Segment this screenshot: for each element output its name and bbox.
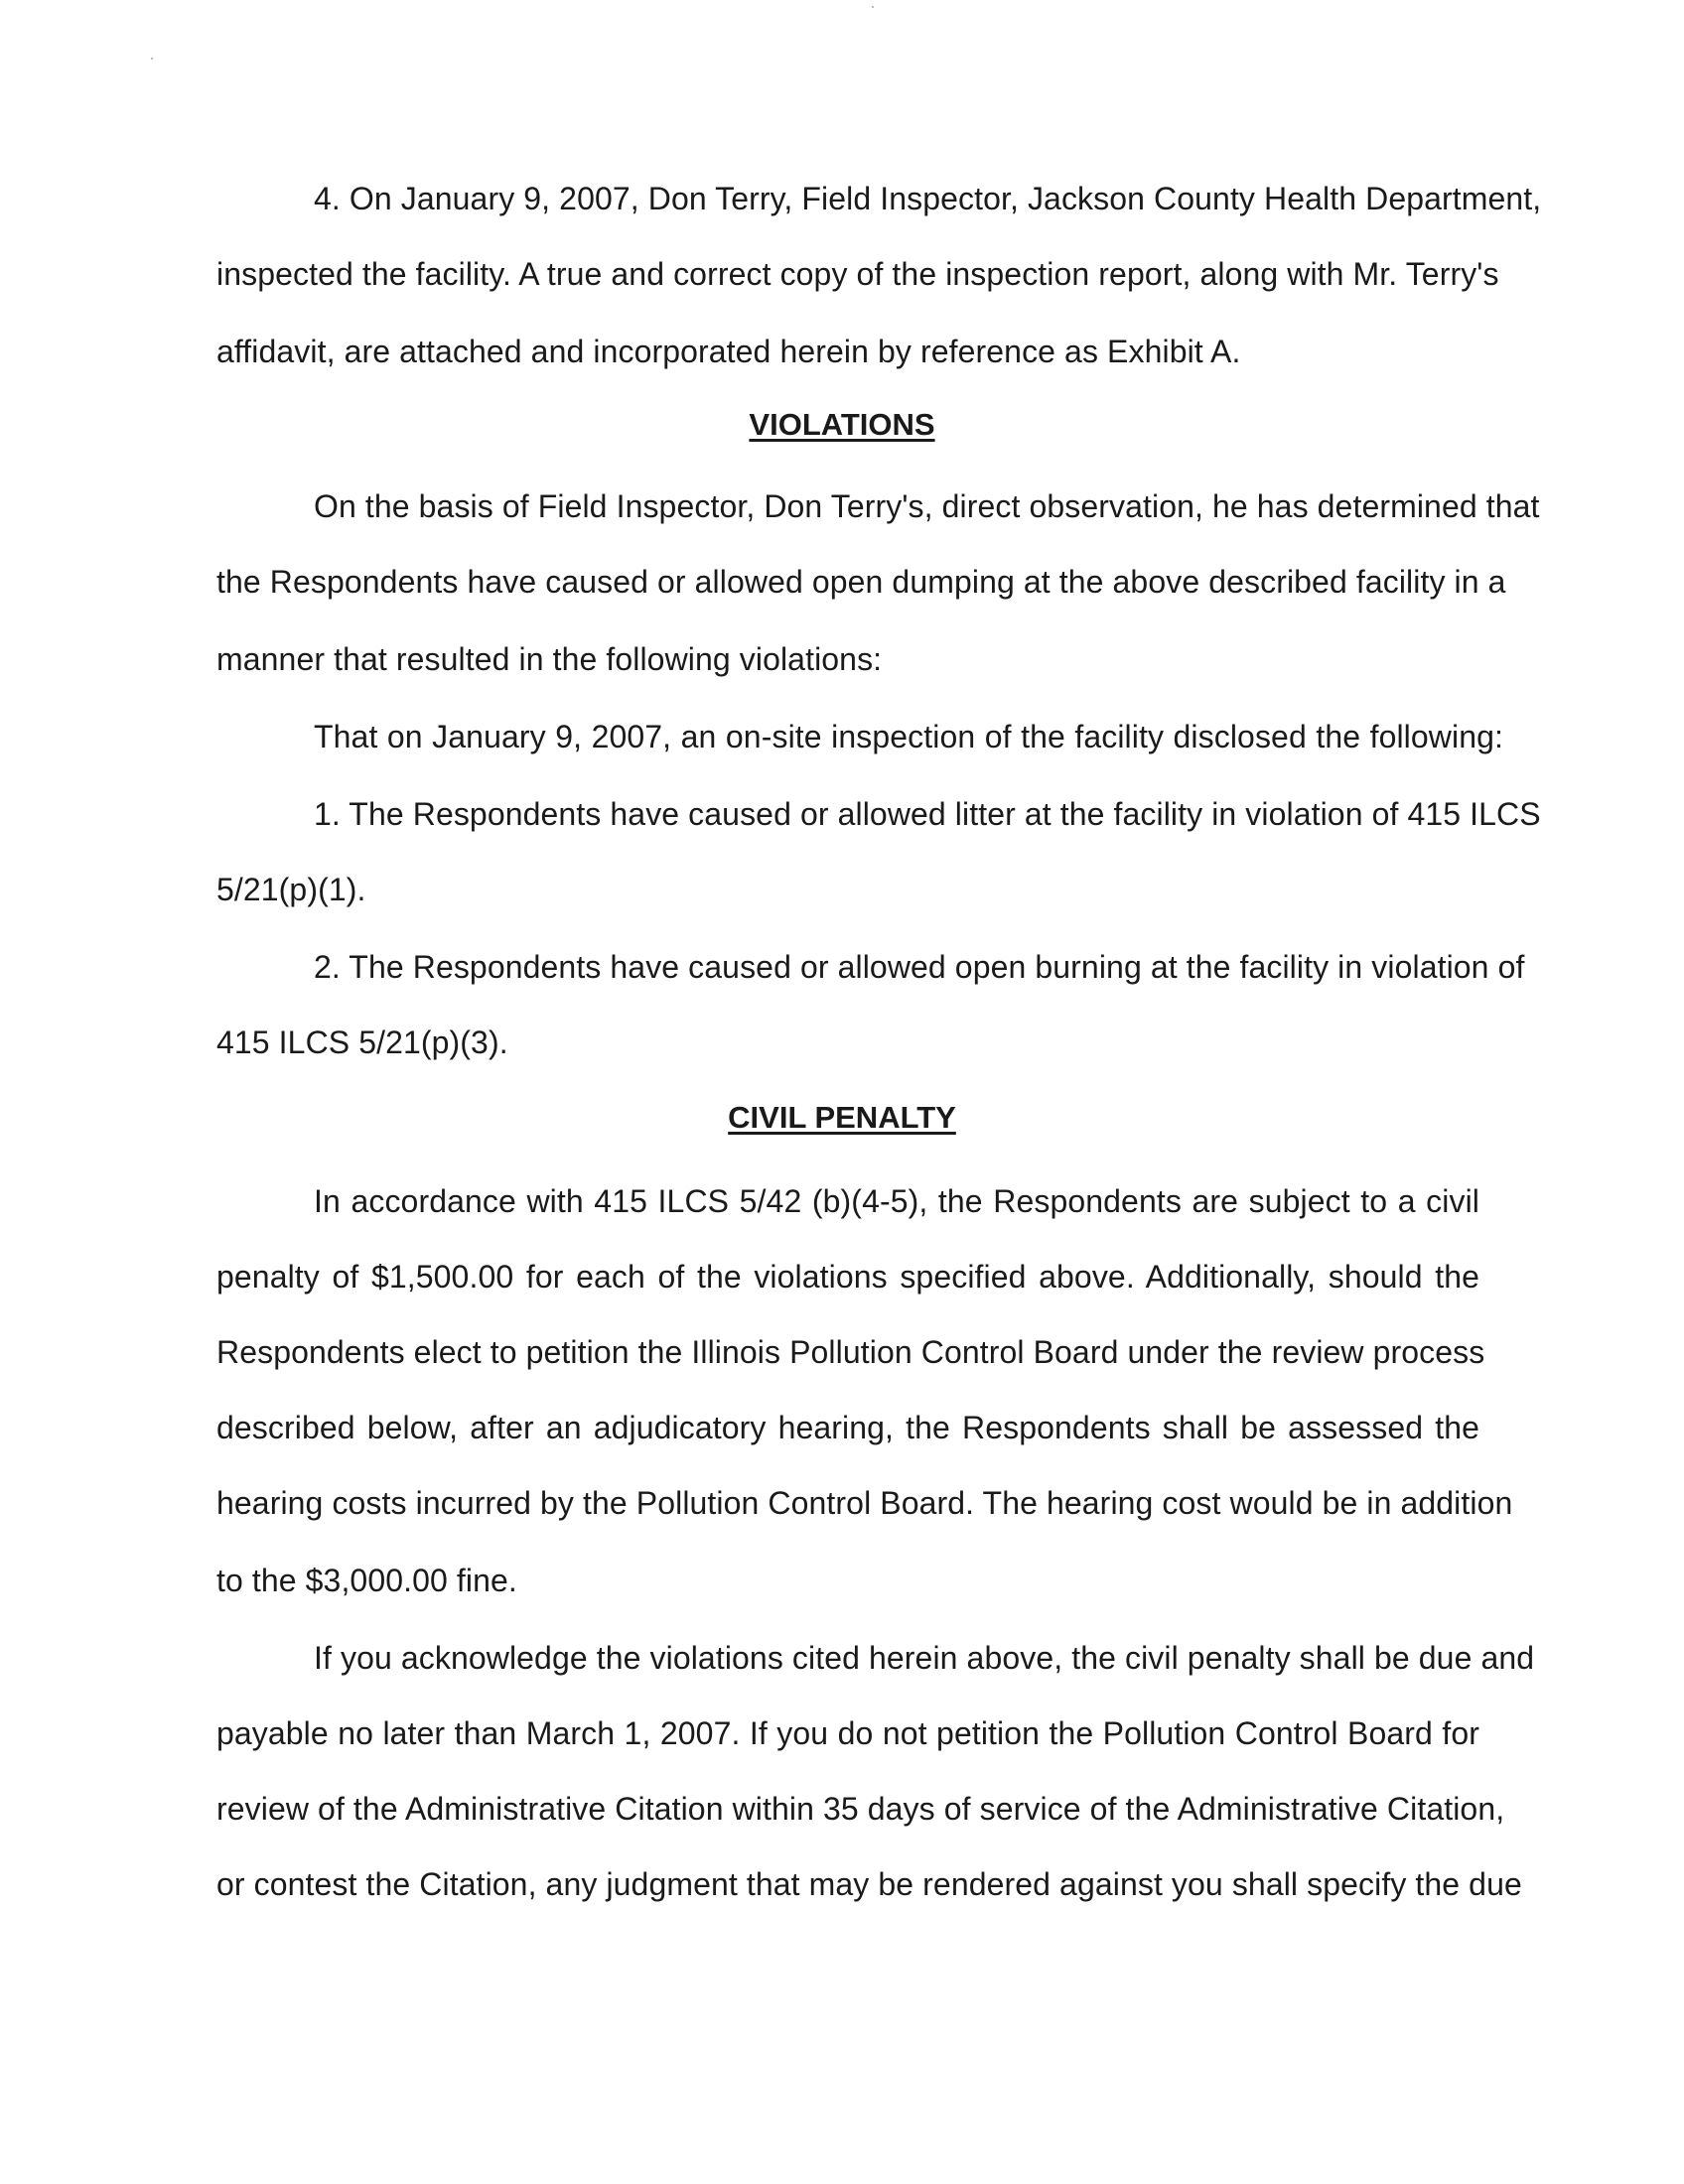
paragraph-inspection: That on January 9, 2007, an on-site inspection of the facility disclosed the following: — [314, 719, 1503, 754]
violation-2-line: 2. The Respondents have caused or allowed open burning at the facility in violation of — [314, 949, 1525, 985]
scan-speck — [151, 58, 153, 60]
paragraph-payment-line: If you acknowledge the violations cited herein above, the civil penalty shall be due and — [314, 1640, 1535, 1676]
paragraph-payment-line: or contest the Citation, any judgment that may be rendered against you shall specify the due — [216, 1866, 1522, 1902]
violations-heading: VIOLATIONS — [749, 407, 935, 442]
paragraph-observation-line: the Respondents have caused or allowed open dumping at the above described facility in a — [216, 564, 1506, 600]
paragraph-penalty-line: described below, after an adjudicatory hearing, the Respondents shall be assessed the — [216, 1410, 1479, 1445]
paragraph-penalty-line: hearing costs incurred by the Pollution Control Board. The hearing cost would be in addition — [216, 1485, 1513, 1521]
scan-speck — [872, 6, 874, 8]
paragraph-payment-line: review of the Administrative Citation within 35 days of service of the Administrative Citation, — [216, 1791, 1505, 1827]
paragraph-observation-line: On the basis of Field Inspector, Don Terry's, direct observation, he has determined that — [314, 488, 1540, 524]
violation-2-line: 415 ILCS 5/21(p)(3). — [216, 1024, 508, 1060]
paragraph-exhibit-line: inspected the facility. A true and correct copy of the inspection report, along with Mr. Terry's — [216, 256, 1499, 292]
violation-1-line: 5/21(p)(1). — [216, 872, 366, 907]
paragraph-penalty-line: to the $3,000.00 fine. — [216, 1563, 517, 1598]
paragraph-exhibit-line: 4. On January 9, 2007, Don Terry, Field Inspector, Jackson County Health Department, — [314, 181, 1542, 216]
violation-1-line: 1. The Respondents have caused or allowed litter at the facility in violation of 415 ILCS — [314, 796, 1541, 832]
paragraph-penalty-line: penalty of $1,500.00 for each of the violations specified above. Additionally, should the — [216, 1259, 1479, 1295]
paragraph-penalty-line: In accordance with 415 ILCS 5/42 (b)(4-5), the Respondents are subject to a civil — [314, 1183, 1479, 1219]
paragraph-payment-line: payable no later than March 1, 2007. If you do not petition the Pollution Control Board for — [216, 1715, 1479, 1751]
paragraph-penalty-line: Respondents elect to petition the Illinois Pollution Control Board under the review process — [216, 1334, 1485, 1370]
civil-penalty-heading: CIVIL PENALTY — [728, 1100, 956, 1135]
paragraph-exhibit-line: affidavit, are attached and incorporated herein by reference as Exhibit A. — [216, 334, 1241, 369]
paragraph-observation-line: manner that resulted in the following violations: — [216, 641, 883, 677]
